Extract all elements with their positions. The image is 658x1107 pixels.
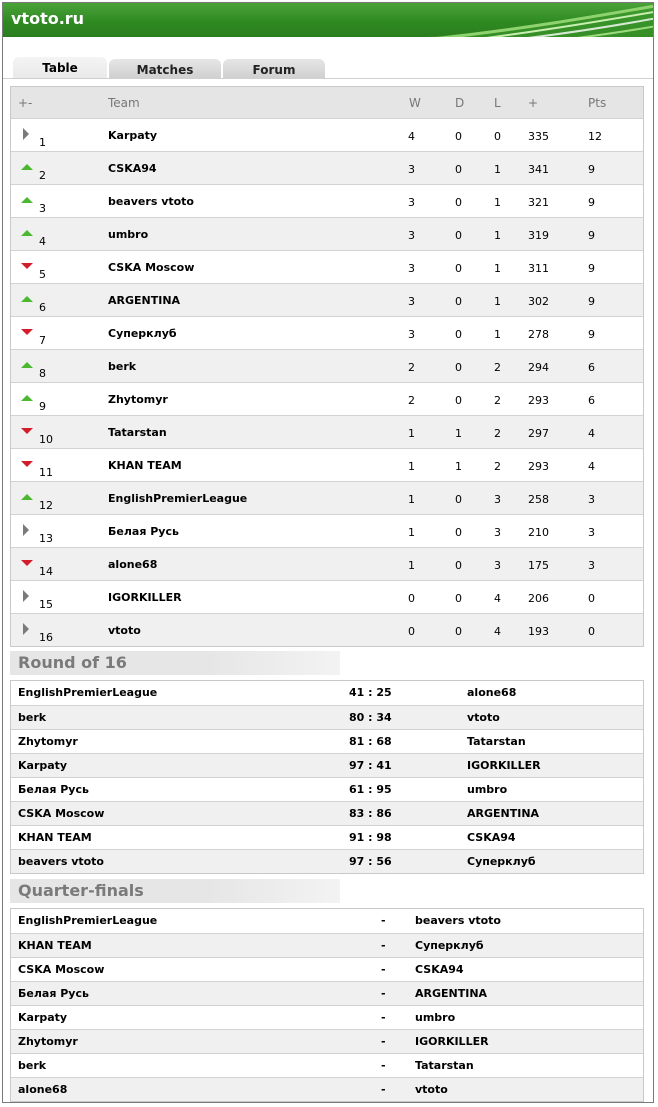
team-name[interactable]: beavers vtoto bbox=[108, 195, 194, 208]
draws-value: 0 bbox=[455, 559, 462, 572]
tab-matches[interactable]: Matches bbox=[109, 59, 221, 79]
match-row[interactable] bbox=[11, 777, 643, 801]
standings-header bbox=[11, 87, 643, 118]
wins-value: 0 bbox=[408, 592, 415, 605]
match-row[interactable] bbox=[11, 909, 643, 933]
table-row bbox=[11, 151, 643, 184]
draws-value: 0 bbox=[455, 229, 462, 242]
match-row[interactable] bbox=[11, 933, 643, 957]
draws-value: 0 bbox=[455, 328, 462, 341]
losses-value: 3 bbox=[494, 526, 501, 539]
points-value: 9 bbox=[588, 328, 595, 341]
trend-up-icon bbox=[21, 392, 33, 404]
table-row bbox=[11, 250, 643, 283]
trend-up-icon bbox=[21, 194, 33, 206]
match-row[interactable] bbox=[11, 1029, 643, 1053]
away-team: vtoto bbox=[415, 1083, 448, 1096]
home-team: alone68 bbox=[18, 1083, 68, 1096]
trend-same-icon bbox=[21, 623, 33, 635]
plus-value: 210 bbox=[528, 526, 549, 539]
header-points: Pts bbox=[588, 96, 607, 110]
match-score: - bbox=[381, 963, 386, 976]
plus-value: 193 bbox=[528, 625, 549, 638]
away-team: alone68 bbox=[467, 686, 517, 699]
round-of-16-matches bbox=[10, 680, 644, 874]
site-header bbox=[3, 3, 653, 37]
round-of-16-title-text: Round of 16 bbox=[18, 653, 127, 672]
plus-value: 258 bbox=[528, 493, 549, 506]
position: 14 bbox=[39, 565, 53, 578]
trend-same-icon bbox=[21, 128, 33, 140]
match-score: 61 : 95 bbox=[349, 783, 392, 796]
table-row bbox=[11, 547, 643, 580]
away-team: Суперклуб bbox=[467, 855, 536, 868]
wins-value: 3 bbox=[408, 328, 415, 341]
points-value: 3 bbox=[588, 493, 595, 506]
home-team: KHAN TEAM bbox=[18, 831, 92, 844]
match-row[interactable] bbox=[11, 1077, 643, 1101]
wins-value: 2 bbox=[408, 394, 415, 407]
losses-value: 1 bbox=[494, 196, 501, 209]
table-row bbox=[11, 349, 643, 382]
header-draws: D bbox=[455, 96, 465, 110]
match-row[interactable] bbox=[11, 705, 643, 729]
home-team: CSKA Moscow bbox=[18, 963, 105, 976]
tab-table[interactable]: Table bbox=[13, 57, 107, 79]
away-team: CSKA94 bbox=[467, 831, 516, 844]
trend-down-icon bbox=[21, 260, 33, 272]
wins-value: 0 bbox=[408, 625, 415, 638]
trend-down-icon bbox=[21, 326, 33, 338]
team-name[interactable]: Белая Русь bbox=[108, 525, 179, 538]
match-score: - bbox=[381, 914, 386, 927]
match-row[interactable] bbox=[11, 1005, 643, 1029]
away-team: vtoto bbox=[467, 711, 500, 724]
team-name[interactable]: alone68 bbox=[108, 558, 158, 571]
home-team: Zhytomyr bbox=[18, 735, 78, 748]
points-value: 0 bbox=[588, 592, 595, 605]
team-name[interactable]: Zhytomyr bbox=[108, 393, 168, 406]
match-score: - bbox=[381, 939, 386, 952]
losses-value: 2 bbox=[494, 361, 501, 374]
plus-value: 278 bbox=[528, 328, 549, 341]
header-team: Team bbox=[108, 96, 140, 110]
away-team: beavers vtoto bbox=[415, 914, 501, 927]
plus-value: 311 bbox=[528, 262, 549, 275]
trend-down-icon bbox=[21, 557, 33, 569]
plus-value: 319 bbox=[528, 229, 549, 242]
trend-down-icon bbox=[21, 458, 33, 470]
draws-value: 0 bbox=[455, 592, 462, 605]
team-name[interactable]: umbro bbox=[108, 228, 149, 241]
header-swoosh-decoration bbox=[353, 3, 653, 37]
quarter-finals-title bbox=[10, 879, 340, 903]
home-team: Белая Русь bbox=[18, 783, 89, 796]
wins-value: 1 bbox=[408, 559, 415, 572]
team-name[interactable]: EnglishPremierLeague bbox=[108, 492, 248, 505]
home-team: Белая Русь bbox=[18, 987, 89, 1000]
losses-value: 1 bbox=[494, 328, 501, 341]
home-team: CSKA Moscow bbox=[18, 807, 105, 820]
match-score: - bbox=[381, 1011, 386, 1024]
plus-value: 302 bbox=[528, 295, 549, 308]
quarter-finals-matches bbox=[10, 908, 644, 1102]
wins-value: 3 bbox=[408, 229, 415, 242]
losses-value: 2 bbox=[494, 394, 501, 407]
plus-value: 293 bbox=[528, 394, 549, 407]
points-value: 6 bbox=[588, 361, 595, 374]
draws-value: 0 bbox=[455, 361, 462, 374]
table-row bbox=[11, 184, 643, 217]
match-score: - bbox=[381, 1035, 386, 1048]
plus-value: 293 bbox=[528, 460, 549, 473]
trend-up-icon bbox=[21, 293, 33, 305]
wins-value: 3 bbox=[408, 163, 415, 176]
home-team: Karpaty bbox=[18, 759, 68, 772]
position: 15 bbox=[39, 598, 53, 611]
table-row bbox=[11, 118, 643, 151]
points-value: 4 bbox=[588, 427, 595, 440]
trend-down-icon bbox=[21, 425, 33, 437]
standings-table bbox=[10, 86, 644, 647]
match-row[interactable] bbox=[11, 1053, 643, 1077]
position: 16 bbox=[39, 631, 53, 644]
trend-up-icon bbox=[21, 491, 33, 503]
plus-value: 335 bbox=[528, 130, 549, 143]
wins-value: 3 bbox=[408, 196, 415, 209]
header-move: +- bbox=[18, 96, 33, 110]
table-row bbox=[11, 382, 643, 415]
quarter-finals-title-text: Quarter-finals bbox=[18, 881, 144, 900]
trend-up-icon bbox=[21, 161, 33, 173]
position: 13 bbox=[39, 532, 53, 545]
round-of-16-title bbox=[10, 651, 340, 675]
header-wins: W bbox=[409, 96, 421, 110]
match-score: 97 : 56 bbox=[349, 855, 392, 868]
position: 6 bbox=[39, 301, 46, 314]
losses-value: 3 bbox=[494, 559, 501, 572]
match-score: 80 : 34 bbox=[349, 711, 392, 724]
away-team: IGORKILLER bbox=[467, 759, 541, 772]
position: 11 bbox=[39, 466, 53, 479]
wins-value: 1 bbox=[408, 427, 415, 440]
site-title[interactable]: vtoto.ru bbox=[11, 9, 85, 28]
match-score: - bbox=[381, 987, 386, 1000]
match-row[interactable] bbox=[11, 729, 643, 753]
tab-forum[interactable]: Forum bbox=[223, 59, 325, 79]
table-row bbox=[11, 580, 643, 613]
table-row bbox=[11, 514, 643, 547]
points-value: 3 bbox=[588, 559, 595, 572]
away-team: ARGENTINA bbox=[467, 807, 540, 820]
home-team: Zhytomyr bbox=[18, 1035, 78, 1048]
draws-value: 0 bbox=[455, 196, 462, 209]
plus-value: 294 bbox=[528, 361, 549, 374]
position: 9 bbox=[39, 400, 46, 413]
table-row bbox=[11, 613, 643, 646]
match-score: 41 : 25 bbox=[349, 686, 392, 699]
away-team: ARGENTINA bbox=[415, 987, 488, 1000]
draws-value: 1 bbox=[455, 460, 462, 473]
points-value: 9 bbox=[588, 163, 595, 176]
losses-value: 0 bbox=[494, 130, 501, 143]
losses-value: 1 bbox=[494, 229, 501, 242]
losses-value: 2 bbox=[494, 460, 501, 473]
team-name[interactable]: ARGENTINA bbox=[108, 294, 181, 307]
position: 1 bbox=[39, 136, 46, 149]
match-score: - bbox=[381, 1083, 386, 1096]
team-name[interactable]: vtoto bbox=[108, 624, 141, 637]
position: 4 bbox=[39, 235, 46, 248]
home-team: KHAN TEAM bbox=[18, 939, 92, 952]
points-value: 6 bbox=[588, 394, 595, 407]
home-team: EnglishPremierLeague bbox=[18, 914, 158, 927]
trend-up-icon bbox=[21, 227, 33, 239]
match-row[interactable] bbox=[11, 981, 643, 1005]
away-team: IGORKILLER bbox=[415, 1035, 489, 1048]
points-value: 9 bbox=[588, 196, 595, 209]
trend-same-icon bbox=[21, 590, 33, 602]
plus-value: 175 bbox=[528, 559, 549, 572]
points-value: 12 bbox=[588, 130, 602, 143]
plus-value: 321 bbox=[528, 196, 549, 209]
match-row[interactable] bbox=[11, 681, 643, 705]
position: 3 bbox=[39, 202, 46, 215]
points-value: 0 bbox=[588, 625, 595, 638]
home-team: berk bbox=[18, 1059, 47, 1072]
match-score: 97 : 41 bbox=[349, 759, 392, 772]
position: 5 bbox=[39, 268, 46, 281]
trend-same-icon bbox=[21, 524, 33, 536]
losses-value: 4 bbox=[494, 592, 501, 605]
away-team: Суперклуб bbox=[415, 939, 484, 952]
match-row[interactable] bbox=[11, 801, 643, 825]
losses-value: 3 bbox=[494, 493, 501, 506]
header-plus: + bbox=[528, 96, 539, 110]
wins-value: 1 bbox=[408, 460, 415, 473]
points-value: 9 bbox=[588, 262, 595, 275]
home-team: beavers vtoto bbox=[18, 855, 104, 868]
points-value: 9 bbox=[588, 295, 595, 308]
header-losses: L bbox=[494, 96, 501, 110]
plus-value: 206 bbox=[528, 592, 549, 605]
table-row bbox=[11, 316, 643, 349]
draws-value: 0 bbox=[455, 130, 462, 143]
home-team: berk bbox=[18, 711, 47, 724]
match-row[interactable] bbox=[11, 957, 643, 981]
away-team: CSKA94 bbox=[415, 963, 464, 976]
team-name[interactable]: KHAN TEAM bbox=[108, 459, 182, 472]
wins-value: 2 bbox=[408, 361, 415, 374]
table-row bbox=[11, 448, 643, 481]
team-name[interactable]: Суперклуб bbox=[108, 327, 177, 340]
team-name[interactable]: CSKA94 bbox=[108, 162, 157, 175]
match-score: 83 : 86 bbox=[349, 807, 392, 820]
match-row[interactable] bbox=[11, 849, 643, 873]
table-row bbox=[11, 415, 643, 448]
standings-body bbox=[11, 118, 643, 646]
team-name[interactable]: CSKA Moscow bbox=[108, 261, 195, 274]
tab-bar bbox=[3, 37, 653, 79]
match-row[interactable] bbox=[11, 825, 643, 849]
points-value: 4 bbox=[588, 460, 595, 473]
losses-value: 4 bbox=[494, 625, 501, 638]
home-team: EnglishPremierLeague bbox=[18, 686, 158, 699]
draws-value: 0 bbox=[455, 625, 462, 638]
team-name[interactable]: berk bbox=[108, 360, 137, 373]
table-row bbox=[11, 283, 643, 316]
plus-value: 297 bbox=[528, 427, 549, 440]
team-name[interactable]: IGORKILLER bbox=[108, 591, 182, 604]
away-team: Tatarstan bbox=[467, 735, 526, 748]
wins-value: 1 bbox=[408, 526, 415, 539]
position: 2 bbox=[39, 169, 46, 182]
draws-value: 0 bbox=[455, 493, 462, 506]
losses-value: 1 bbox=[494, 295, 501, 308]
table-row bbox=[11, 217, 643, 250]
wins-value: 3 bbox=[408, 295, 415, 308]
match-score: 81 : 68 bbox=[349, 735, 392, 748]
draws-value: 0 bbox=[455, 526, 462, 539]
home-team: Karpaty bbox=[18, 1011, 68, 1024]
team-name[interactable]: Karpaty bbox=[108, 129, 158, 142]
position: 12 bbox=[39, 499, 53, 512]
table-row bbox=[11, 481, 643, 514]
draws-value: 1 bbox=[455, 427, 462, 440]
away-team: Tatarstan bbox=[415, 1059, 474, 1072]
points-value: 9 bbox=[588, 229, 595, 242]
away-team: umbro bbox=[415, 1011, 456, 1024]
draws-value: 0 bbox=[455, 163, 462, 176]
draws-value: 0 bbox=[455, 262, 462, 275]
losses-value: 1 bbox=[494, 262, 501, 275]
draws-value: 0 bbox=[455, 394, 462, 407]
losses-value: 1 bbox=[494, 163, 501, 176]
trend-up-icon bbox=[21, 359, 33, 371]
tab-divider bbox=[3, 78, 653, 79]
match-score: - bbox=[381, 1059, 386, 1072]
position: 8 bbox=[39, 367, 46, 380]
plus-value: 341 bbox=[528, 163, 549, 176]
losses-value: 2 bbox=[494, 427, 501, 440]
position: 10 bbox=[39, 433, 53, 446]
match-row[interactable] bbox=[11, 753, 643, 777]
match-score: 91 : 98 bbox=[349, 831, 392, 844]
wins-value: 3 bbox=[408, 262, 415, 275]
position: 7 bbox=[39, 334, 46, 347]
away-team: umbro bbox=[467, 783, 508, 796]
team-name[interactable]: Tatarstan bbox=[108, 426, 167, 439]
points-value: 3 bbox=[588, 526, 595, 539]
wins-value: 4 bbox=[408, 130, 415, 143]
wins-value: 1 bbox=[408, 493, 415, 506]
draws-value: 0 bbox=[455, 295, 462, 308]
